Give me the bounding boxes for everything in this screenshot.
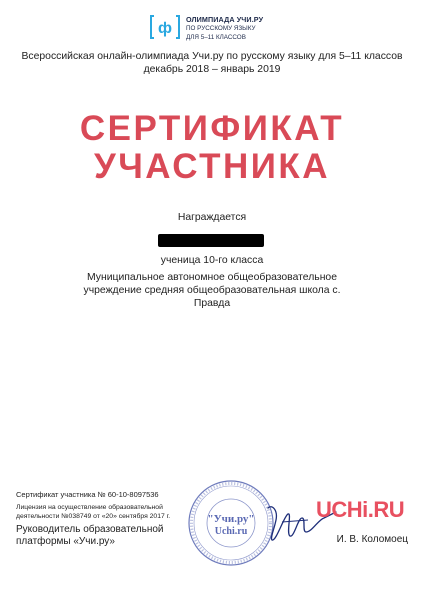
recipient-grade: ученица 10-го класса: [160, 255, 264, 266]
logo-title: ОЛИМПИАДА УЧИ.РУ: [186, 15, 264, 24]
svg-text:ф: ф: [158, 20, 172, 37]
olympiad-dates: декабрь 2018 – январь 2019: [143, 64, 281, 75]
olympiad-logo: [150, 14, 263, 44]
school-name-line-3: Правда: [193, 298, 231, 309]
school-name-line-2: учреждение средняя общеобразовательная школа с.: [83, 285, 341, 296]
logo-subtitle-1: ПО РУССКОМУ ЯЗЫКУ: [186, 25, 256, 32]
certificate-title-line-1: СЕРТИФИКАТ: [79, 109, 345, 148]
stamp-text-2: Uchi.ru: [214, 526, 248, 537]
license-line-1: Лицензия на осуществление образовательной: [16, 504, 163, 511]
olympiad-name: Всероссийская онлайн-олимпиада Учи.ру по русскому языку для 5–11 классов: [21, 51, 403, 62]
head-role-line-1: Руководитель образовательной: [16, 524, 164, 535]
stamp-text-1: "Учи.ру": [207, 513, 255, 525]
certificate-number: Сертификат участника № 60-10-8097536: [16, 490, 159, 499]
redacted-recipient-name: [158, 234, 264, 247]
signer-name: И. В. Коломоец: [336, 534, 408, 545]
brand-logo: UCHi.RU: [316, 497, 405, 522]
certificate-title-line-2: УЧАСТНИКА: [93, 147, 331, 186]
awarded-label: Награждается: [177, 212, 247, 223]
license-line-2: деятельности №038749 от «20» сентября 2017 г.: [16, 513, 171, 520]
school-name-line-1: Муниципальное автономное общеобразовательное: [86, 272, 337, 283]
olympiad-logo-icon: [150, 14, 180, 40]
logo-subtitle-2: ДЛЯ 5–11 КЛАССОВ: [186, 34, 246, 41]
head-role-line-2: платформы «Учи.ру»: [16, 536, 115, 547]
